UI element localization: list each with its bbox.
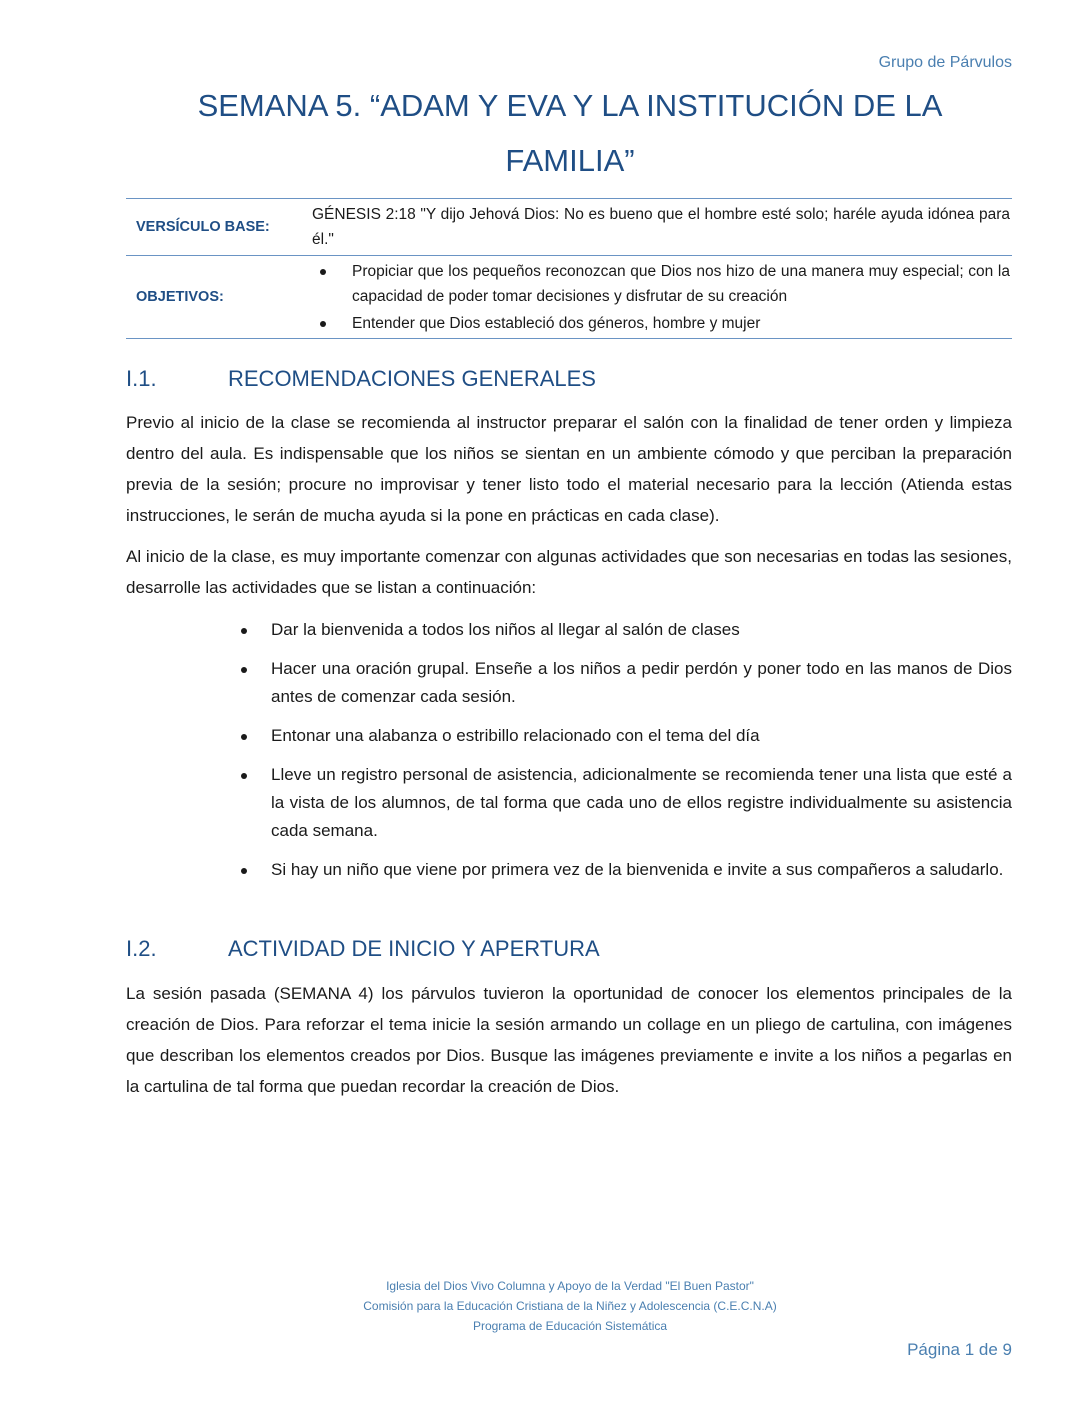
footer-line-3: Programa de Educación Sistemática [472, 1319, 668, 1333]
verse-text: GÉNESIS 2:18 "Y dijo Jehová Dios: No es bueno que el hombre esté solo; haréle ayuda idónea para él." [312, 199, 1012, 256]
bullet-icon [241, 628, 247, 634]
bullet-icon [241, 868, 247, 874]
header-group-name: Grupo de Párvulos [878, 54, 1012, 71]
bullet-icon [320, 321, 326, 327]
section-2-heading [126, 936, 600, 962]
title-line-1: SEMANA 5. “ADAM Y EVA Y LA INSTITUCIÓN DE LA [197, 88, 943, 123]
objectives-label: OBJETIVOS: [126, 256, 312, 339]
page-title [120, 78, 1020, 188]
footer [0, 1276, 1088, 1336]
list-item: Entonar una alabanza o estribillo relacionado con el tema del día [238, 722, 1012, 750]
verse-row [126, 199, 1012, 256]
section-2-number: I.2. [126, 936, 157, 961]
footer-line-2: Comisión para la Educación Cristiana de la Niñez y Adolescencia (C.E.C.N.A) [363, 1299, 777, 1313]
objective-item: Entender que Dios estableció dos géneros, hombre y mujer [312, 311, 1010, 336]
footer-line-1: Iglesia del Dios Vivo Columna y Apoyo de la Verdad "El Buen Pastor" [386, 1279, 754, 1293]
section-1-paragraph-1: Previo al inicio de la clase se recomienda al instructor preparar el salón con la finalidad de tener orden y limpieza dentro del aula. Es indispensable que los niños se sientan en un ambiente cómodo y que perciban la preparación previa de la sesión; procure no improvisar y tener listo todo el material necesario para la lección (Atienda estas instrucciones, le serán de mucha ayuda si la pone en prácticas en cada clase). [126, 413, 1012, 525]
bullet-icon [241, 734, 247, 740]
list-item: Dar la bienvenida a todos los niños al llegar al salón de clases [238, 616, 1012, 644]
list-item: Hacer una oración grupal. Enseñe a los niños a pedir perdón y poner todo en las manos de Dios antes de comenzar cada sesión. [238, 655, 1012, 711]
section-2-paragraph-1: La sesión pasada (SEMANA 4) los párvulos tuvieron la oportunidad de conocer los elementos principales de la creación de Dios. Para reforzar el tema inicie la sesión armando un collage en un pliego de cartulina, con imágenes que describan los elementos creados por Dios. Busque las imágenes previamente e invite a los niños a pegarlas en la cartulina de tal forma que puedan recordar la creación de Dios. [126, 984, 1012, 1096]
objective-item: Propiciar que los pequeños reconozcan que Dios nos hizo de una manera muy especial; con la capacidad de poder tomar decisiones y disfrutar de su creación [312, 259, 1010, 309]
section-1-heading [126, 366, 596, 392]
page-number: Página 1 de 9 [907, 1340, 1012, 1359]
title-line-2: FAMILIA” [505, 143, 635, 178]
bullet-icon [241, 667, 247, 673]
list-item: Lleve un registro personal de asistencia, adicionalmente se recomienda tener una lista que esté a la vista de los alumnos, de tal forma que cada uno de ellos registre individualmente su asistencia cada semana. [238, 761, 1012, 845]
section-1-number: I.1. [126, 366, 157, 391]
objectives-row [126, 256, 1012, 339]
section-1-paragraph-2: Al inicio de la clase, es muy importante comenzar con algunas actividades que son necesarias en todas las sesiones, desarrolle las actividades que se listan a continuación: [126, 547, 1012, 597]
info-table [126, 198, 1012, 339]
objectives-list [312, 259, 1010, 336]
bullet-icon [320, 269, 326, 275]
section-1-title: RECOMENDACIONES GENERALES [228, 366, 596, 391]
activity-list [238, 616, 1012, 895]
section-2-title: ACTIVIDAD DE INICIO Y APERTURA [228, 936, 600, 961]
bullet-icon [241, 773, 247, 779]
list-item: Si hay un niño que viene por primera vez de la bienvenida e invite a sus compañeros a saludarlo. [238, 856, 1012, 884]
verse-label: VERSÍCULO BASE: [126, 199, 312, 256]
